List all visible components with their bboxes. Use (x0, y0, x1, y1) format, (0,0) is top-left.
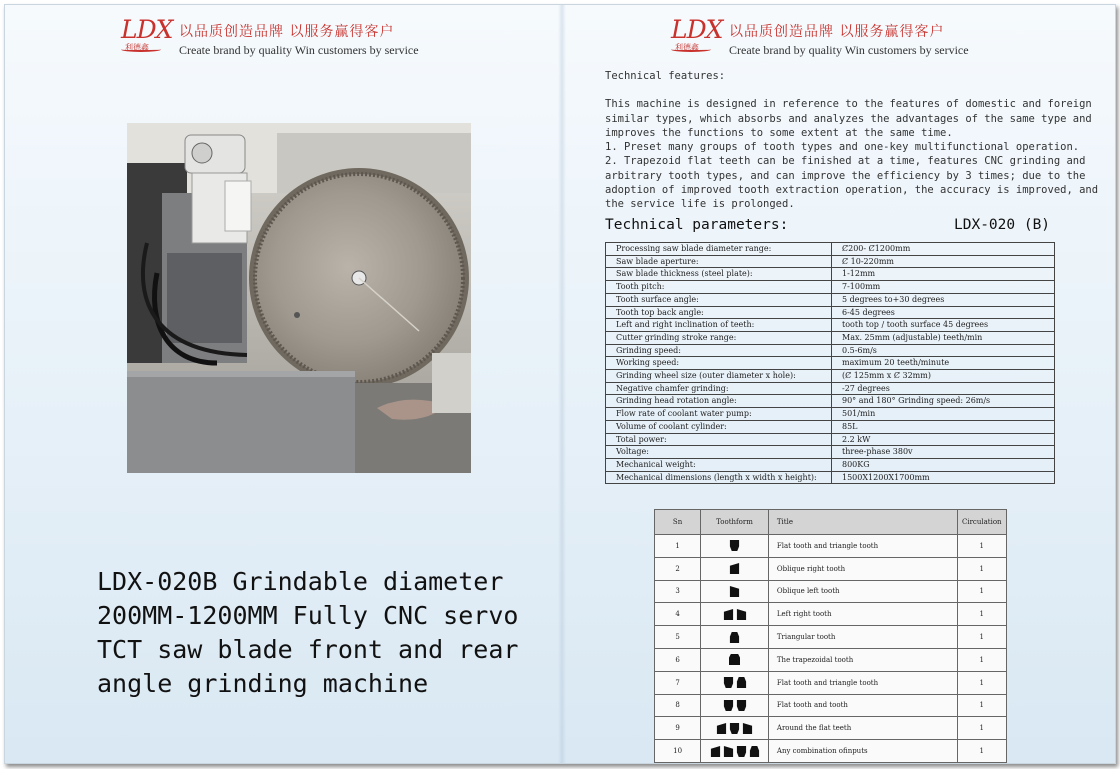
product-title-line: 200MM-1200MM Fully CNC servo (97, 601, 519, 630)
row-sn: 9 (655, 717, 701, 740)
parameter-value: 7-100mm (832, 281, 1055, 294)
flat-tooth-icon (736, 699, 747, 712)
col-circulation: Circulation (957, 510, 1006, 535)
row-title: Flat tooth and triangle tooth (768, 671, 957, 694)
row-title: Oblique left tooth (768, 580, 957, 603)
parameter-label: Saw blade aperture: (606, 255, 832, 268)
parameter-row (606, 331, 1055, 344)
parameter-row (606, 382, 1055, 395)
row-sn: 8 (655, 694, 701, 717)
left-tooth-icon (736, 608, 747, 621)
parameter-value: 5 degrees to+30 degrees (832, 293, 1055, 306)
parameter-value: 90° and 180° Grinding speed: 26m/s (832, 395, 1055, 408)
row-circulation: 1 (957, 603, 1006, 626)
right-tooth-icon (723, 608, 734, 621)
col-sn: Sn (655, 510, 701, 535)
col-title: Title (768, 510, 957, 535)
toothform-row (655, 694, 1007, 717)
row-sn: 5 (655, 626, 701, 649)
parameter-value: 501/min (832, 408, 1055, 421)
parameter-label: Flow rate of coolant water pump: (606, 408, 832, 421)
toothform-row (655, 717, 1007, 740)
toothform-table-body (655, 535, 1007, 763)
parameter-row (606, 446, 1055, 459)
parameter-label: Grinding wheel size (outer diameter x hole): (606, 370, 832, 383)
row-title: Around the flat teeth (768, 717, 957, 740)
parameter-value: -27 degrees (832, 382, 1055, 395)
parameter-row (606, 281, 1055, 294)
row-circulation: 1 (957, 626, 1006, 649)
row-sn: 7 (655, 671, 701, 694)
row-circulation: 1 (957, 557, 1006, 580)
feature-paragraph: 2. Trapezoid flat teeth can be finished at a time, features CNC grinding and arbitrary tooth types, and can improve the efficiency by 3 times; due to the adoption of improved tooth extraction operation, the accuracy is improved, and the service life is prolonged. (605, 155, 1099, 211)
row-sn: 10 (655, 740, 701, 763)
row-toothform (701, 580, 769, 603)
parameter-label: Negative chamfer grinding: (606, 382, 832, 395)
left-tooth-icon (742, 722, 753, 735)
logo-sub: 利德鑫 (125, 43, 149, 52)
flat-tooth-icon (729, 722, 740, 735)
flat-tooth-icon (729, 539, 740, 552)
left-tooth-icon (729, 585, 740, 598)
row-title: The trapezoidal tooth (768, 648, 957, 671)
tri-tooth-icon (749, 745, 760, 758)
right-tooth-icon (710, 745, 721, 758)
row-toothform (701, 671, 769, 694)
row-toothform (701, 535, 769, 558)
row-sn: 4 (655, 603, 701, 626)
toothform-row (655, 535, 1007, 558)
row-toothform (701, 648, 769, 671)
row-sn: 6 (655, 648, 701, 671)
row-title: Left right tooth (768, 603, 957, 626)
row-toothform (701, 603, 769, 626)
parameter-label: Tooth pitch: (606, 281, 832, 294)
page-spine (558, 5, 566, 763)
parameter-label: Tooth surface angle: (606, 293, 832, 306)
parameter-label: Voltage: (606, 446, 832, 459)
parameter-label: Cutter grinding stroke range: (606, 331, 832, 344)
parameter-label: Grinding speed: (606, 344, 832, 357)
parameter-label: Mechanical dimensions (length x width x height): (606, 471, 832, 484)
slogan-en: Create brand by quality Win customers by service (729, 43, 969, 57)
parameters-table (605, 242, 1055, 484)
parameter-value: 1500X1200X1700mm (832, 471, 1055, 484)
row-circulation: 1 (957, 535, 1006, 558)
technical-features-heading: Technical features: (605, 70, 726, 82)
logo-swoosh (671, 47, 711, 52)
toothform-row (655, 603, 1007, 626)
row-title: Any combination ofinputs (768, 740, 957, 763)
product-title (97, 565, 537, 701)
product-title-line: angle grinding machine (97, 669, 429, 698)
slogan-cn: 以品质创造品牌 以服务赢得客户 (179, 24, 395, 40)
row-circulation: 1 (957, 671, 1006, 694)
row-toothform (701, 717, 769, 740)
row-toothform (701, 740, 769, 763)
parameter-value: (Ȼ 125mm x Ȼ 32mm) (832, 370, 1055, 383)
row-toothform (701, 557, 769, 580)
parameter-label: Left and right inclination of teeth: (606, 319, 832, 332)
parameter-label: Tooth top back angle: (606, 306, 832, 319)
product-title-line: LDX-020B Grindable diameter (97, 567, 504, 596)
flat-tooth-icon (723, 699, 734, 712)
header-right (671, 17, 969, 58)
product-title-line: TCT saw blade front and rear (97, 635, 519, 664)
parameter-value: Ȼ 10-220mm (832, 255, 1055, 268)
flat-tooth-icon (723, 676, 734, 689)
parameter-row (606, 268, 1055, 281)
parameter-row (606, 433, 1055, 446)
parameter-row (606, 408, 1055, 421)
toothform-header-row (655, 510, 1007, 535)
parameter-label: Grinding head rotation angle: (606, 395, 832, 408)
toothform-row (655, 671, 1007, 694)
parameter-label: Mechanical weight: (606, 458, 832, 471)
parameter-label: Processing saw blade diameter range: (606, 243, 832, 256)
parameter-row (606, 471, 1055, 484)
toothform-table (654, 509, 1007, 763)
parameter-row (606, 370, 1055, 383)
slogan-cn: 以品质创造品牌 以服务赢得客户 (729, 24, 945, 40)
row-circulation: 1 (957, 694, 1006, 717)
toothform-row (655, 648, 1007, 671)
parameter-label: Total power: (606, 433, 832, 446)
parameters-header (605, 217, 1055, 233)
parameter-row (606, 395, 1055, 408)
right-tooth-icon (729, 562, 740, 575)
parameter-value: tooth top / tooth surface 45 degrees (832, 319, 1055, 332)
tri-tooth-icon (736, 676, 747, 689)
parameter-row (606, 319, 1055, 332)
slogan-en: Create brand by quality Win customers by service (179, 43, 419, 57)
parameters-heading: Technical parameters: (605, 217, 789, 233)
row-sn: 2 (655, 557, 701, 580)
right-tooth-icon (716, 722, 727, 735)
left-tooth-icon (723, 745, 734, 758)
logo-sub: 利德鑫 (675, 43, 699, 52)
parameter-value: 1-12mm (832, 268, 1055, 281)
logo-swoosh (121, 47, 161, 52)
toothform-row (655, 626, 1007, 649)
model-number: LDX-020 (B) (954, 217, 1051, 233)
row-title: Oblique right tooth (768, 557, 957, 580)
row-circulation: 1 (957, 740, 1006, 763)
company-logo (121, 17, 179, 55)
parameter-value: Max. 25mm (adjustable) teeth/min (832, 331, 1055, 344)
parameter-label: Volume of coolant cylinder: (606, 420, 832, 433)
parameter-value: 800KG (832, 458, 1055, 471)
row-circulation: 1 (957, 580, 1006, 603)
row-title: Flat tooth and tooth (768, 694, 957, 717)
row-sn: 3 (655, 580, 701, 603)
row-sn: 1 (655, 535, 701, 558)
feature-paragraph: 1. Preset many groups of tooth types and one-key multifunctional operation. (605, 141, 1080, 154)
row-title: Triangular tooth (768, 626, 957, 649)
parameter-value: 85L (832, 420, 1055, 433)
row-toothform (701, 694, 769, 717)
toothform-row (655, 557, 1007, 580)
slogan (179, 17, 419, 58)
parameter-row (606, 458, 1055, 471)
trap-tooth-icon (729, 653, 740, 666)
technical-features (605, 69, 1100, 212)
header-left (121, 17, 419, 58)
row-circulation: 1 (957, 717, 1006, 740)
brochure-page (4, 4, 1116, 764)
machine-illustration (127, 123, 471, 473)
slogan (729, 17, 969, 58)
parameter-row (606, 243, 1055, 256)
parameter-row (606, 420, 1055, 433)
toothform-row (655, 580, 1007, 603)
company-logo (671, 17, 729, 55)
machine-photo (127, 123, 471, 473)
parameter-value: 2.2 kW (832, 433, 1055, 446)
row-circulation: 1 (957, 648, 1006, 671)
parameter-row (606, 306, 1055, 319)
parameter-row (606, 357, 1055, 370)
parameter-label: Saw blade thickness (steel plate): (606, 268, 832, 281)
parameter-value: 0.5-6m/s (832, 344, 1055, 357)
logo-text: LDX (121, 15, 173, 44)
parameters-table-body (606, 243, 1055, 484)
tri-tooth-icon (729, 631, 740, 644)
parameter-row (606, 344, 1055, 357)
parameter-value: maximum 20 teeth/minute (832, 357, 1055, 370)
parameter-value: three-phase 380v (832, 446, 1055, 459)
flat-tooth-icon (736, 745, 747, 758)
feature-paragraph: This machine is designed in reference to the features of domestic and foreign similar types, which absorbs and analyzes the advantages of the same type and improves the functions to some extent at the same time. (605, 98, 1092, 139)
toothform-row (655, 740, 1007, 763)
logo-text: LDX (671, 15, 723, 44)
parameter-label: Working speed: (606, 357, 832, 370)
parameter-value: 6-45 degrees (832, 306, 1055, 319)
parameter-value: Ȼ200- Ȼ1200mm (832, 243, 1055, 256)
parameter-row (606, 293, 1055, 306)
parameter-row (606, 255, 1055, 268)
col-toothform: Toothform (701, 510, 769, 535)
row-title: Flat tooth and triangle tooth (768, 535, 957, 558)
row-toothform (701, 626, 769, 649)
